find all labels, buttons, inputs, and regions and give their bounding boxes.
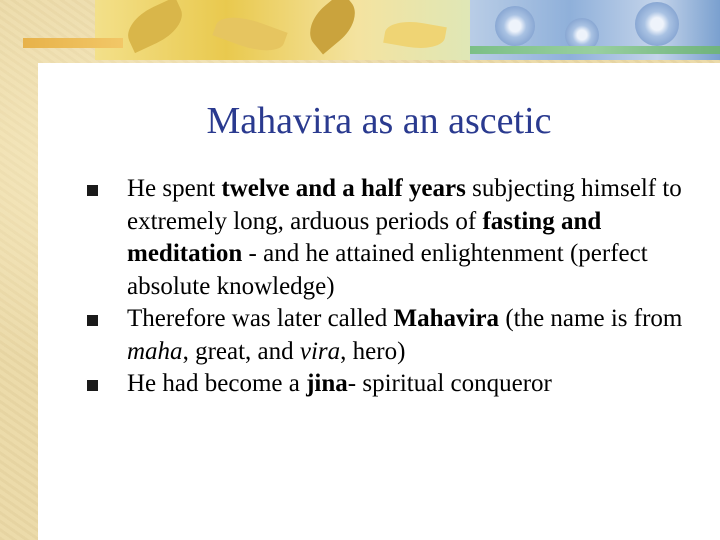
square-bullet-icon	[87, 185, 98, 196]
bullet-list	[87, 173, 687, 401]
flower-decoration	[495, 6, 535, 46]
bold-segment: jina	[306, 370, 348, 397]
square-bullet-icon	[87, 315, 98, 326]
text-segment: - and he attained enlightenment (perfect absolute knowledge)	[127, 240, 648, 300]
text-segment: subjecting himself to extremely long, arduous periods of	[127, 175, 682, 235]
text-segment: - spiritual conqueror	[347, 370, 552, 397]
bullet-text	[127, 175, 682, 300]
bullet-item	[87, 368, 687, 401]
bullet-text	[127, 370, 552, 397]
slide-title: Mahavira as an ascetic	[206, 100, 552, 142]
text-segment: Therefore was later called	[127, 305, 394, 332]
italic-segment: maha	[127, 337, 183, 365]
bullet-item	[87, 173, 687, 303]
bold-segment: fasting and meditation	[127, 207, 602, 267]
bullet-text	[127, 305, 682, 365]
text-segment: He had become a	[127, 370, 307, 397]
green-accent-stripe	[470, 46, 720, 54]
text-segment: , great, and	[182, 337, 300, 365]
square-bullet-icon	[87, 380, 98, 391]
italic-segment: vira	[299, 337, 341, 365]
bold-segment: twelve and a half years	[221, 175, 466, 202]
bold-segment: Mahavira	[393, 305, 500, 332]
gold-accent-stripe	[23, 38, 123, 48]
text-segment: He spent	[127, 175, 222, 202]
flower-decoration	[635, 2, 679, 46]
bullet-item	[87, 303, 687, 368]
text-segment: , hero)	[340, 337, 406, 365]
text-segment: (the name is from	[499, 305, 683, 332]
